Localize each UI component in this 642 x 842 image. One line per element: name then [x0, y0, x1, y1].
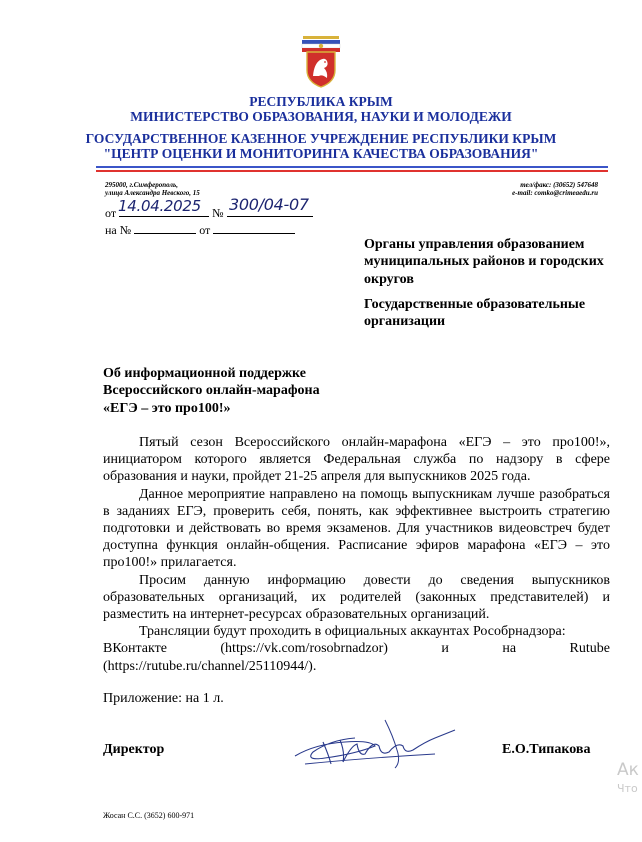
on-word: на — [502, 641, 517, 657]
address-line: 295000, г.Симферополь, — [105, 181, 178, 189]
header-center-name: "ЦЕНТР ОЦЕНКИ И МОНИТОРИНГА КАЧЕСТВА ОБРАЗОВАНИЯ" — [103, 146, 539, 161]
addressee-state-organizations: Государственные образовательные организации — [364, 296, 586, 330]
organization-contacts — [512, 181, 598, 197]
paragraph-request: Просим данную информацию довести до сведения выпускников образовательных организаций, их родителей (законных представителей) и разместить на интернет-ресурсах образовательных организаций. — [103, 572, 610, 623]
subject-line: «ЕГЭ – это про100!» — [103, 400, 231, 416]
addressee-block — [364, 236, 614, 338]
activation-watermark-title: Ак — [617, 760, 639, 780]
on-date-underline — [213, 222, 295, 234]
header-blue-stripe — [96, 166, 608, 168]
signatory-title: Директор — [103, 742, 165, 757]
number-label: № — [212, 206, 224, 220]
handwritten-registration-number: 300/04-07 — [229, 195, 309, 214]
on-number-underline — [134, 222, 196, 234]
header-republic: РЕСПУБЛИКА КРЫМ — [249, 94, 393, 109]
header-ministry: МИНИСТЕРСТВО ОБРАЗОВАНИЯ, НАУКИ И МОЛОДЕЖИ — [130, 109, 512, 124]
paragraph-broadcasts: Трансляции будут проходить в официальных аккаунтах Рособрнадзора: — [139, 624, 566, 640]
paragraph-event-purpose: Данное мероприятие направлено на помощь выпускникам лучше разобраться в заданиях ЕГЭ, проверить себя, понять, как эффективнее выстроить стратегию подготовки и действовать во время экзаменов. Для участников видеовстреч будет доступна функция онлайн-общения. Расписание эфиров марафона «ЕГЭ – это про100!» прилагается. — [103, 486, 610, 571]
addressee-municipal-authorities: Органы управления образованием муниципальных районов и городских округов — [364, 237, 604, 287]
executor-contact: Жосан С.С. (3652) 600-971 — [103, 811, 195, 820]
incoming-reference-line — [105, 222, 295, 237]
vk-link[interactable]: (https://vk.com/rosobrnadzor) — [220, 641, 388, 657]
paragraph-marathon-announcement: Пятый сезон Всероссийского онлайн-марафона «ЕГЭ – это про100!», инициатором которого является Федеральная служба по надзору в сфере образования и науки, пройдет 21-25 апреля для выпускников 2025 года. — [103, 435, 610, 485]
letter-subject — [103, 365, 373, 417]
crimea-coat-of-arms-emblem — [300, 36, 342, 88]
phone-fax: тел/факс: (30652) 547648 — [520, 181, 598, 189]
organization-address — [105, 181, 200, 197]
rutube-label: Rutube — [569, 641, 610, 657]
handwritten-date: 14.04.2025 — [118, 197, 201, 215]
activation-watermark-subtitle: Что — [617, 782, 638, 795]
signatory-name: Е.О.Типакова — [502, 742, 591, 757]
address-line: улица Александра Невского, 15 — [105, 189, 200, 197]
handwritten-signature — [285, 716, 460, 771]
email: e-mail: comko@crimeaedu.ru — [512, 189, 598, 197]
vk-label: ВКонтакте — [103, 641, 167, 657]
subject-line: Об информационной поддержке — [103, 366, 306, 381]
and-word: и — [441, 641, 449, 657]
letter-body — [103, 434, 610, 675]
on-number-label: на № — [105, 223, 132, 237]
broadcast-links-line — [103, 640, 610, 657]
rutube-link[interactable]: (https://rutube.ru/channel/25110944/). — [103, 658, 317, 674]
appendix-note: Приложение: на 1 л. — [103, 691, 224, 706]
on-from-label: от — [199, 223, 211, 237]
subject-line: Всероссийского онлайн-марафона — [103, 383, 320, 399]
header-institution: ГОСУДАРСТВЕННОЕ КАЗЕННОЕ УЧРЕЖДЕНИЕ РЕСПУБЛИКИ КРЫМ — [85, 131, 557, 146]
header-red-stripe — [96, 170, 608, 172]
from-label: от — [105, 206, 117, 220]
